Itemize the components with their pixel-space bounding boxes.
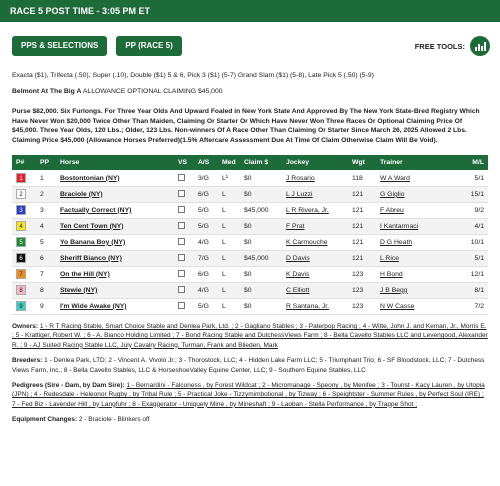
- claim-price: $0: [240, 186, 282, 202]
- post-position: 2: [36, 186, 56, 202]
- medication: L: [218, 282, 240, 298]
- vs-checkbox[interactable]: [178, 206, 185, 213]
- program-number-cell: [12, 266, 36, 282]
- vs-cell: [174, 186, 194, 202]
- post-position: 8: [36, 282, 56, 298]
- wager-list: Exacta ($1), Trifecta (.50), Super (.10), Double ($1) 5 & 6, Pick 3 ($1) (5-7) Grand Slam ($1) (5-8), Late Pick 5 (.50) (5-9): [12, 72, 374, 79]
- weight: 121: [348, 218, 376, 234]
- col-header-horse: Horse: [56, 155, 174, 170]
- medication: L: [218, 266, 240, 282]
- horse-cell: [56, 218, 174, 234]
- morning-line-odds: 7/2: [448, 298, 488, 314]
- post-position: 6: [36, 250, 56, 266]
- morning-line-odds: 4/1: [448, 218, 488, 234]
- track-name: Belmont At The Big A: [12, 88, 82, 95]
- table-row: [12, 266, 488, 282]
- jockey-link[interactable]: K Carmouche: [286, 238, 328, 246]
- pedigrees-label: Pedigrees (Sire - Dam, by Dam Sire):: [12, 381, 125, 389]
- vs-cell: [174, 218, 194, 234]
- bar-chart-icon[interactable]: [470, 36, 490, 56]
- race-type: ALLOWANCE OPTIONAL CLAIMING $45,000: [82, 88, 223, 95]
- weight: 121: [348, 234, 376, 250]
- age-sex: 3/G: [194, 170, 218, 186]
- weight: 121: [348, 186, 376, 202]
- jockey-cell: [282, 218, 348, 234]
- horse-name-link[interactable]: Bostontonian (NY): [60, 174, 120, 182]
- medication: L: [218, 186, 240, 202]
- medication: L: [218, 234, 240, 250]
- trainer-link[interactable]: W A Ward: [380, 174, 410, 182]
- claim-price: $0: [240, 170, 282, 186]
- horse-cell: [56, 186, 174, 202]
- vs-checkbox[interactable]: [178, 302, 185, 309]
- vs-cell: [174, 234, 194, 250]
- vs-cell: [174, 250, 194, 266]
- horse-cell: [56, 170, 174, 186]
- program-number-badge: 8: [16, 285, 26, 295]
- claim-price: $0: [240, 218, 282, 234]
- vs-cell: [174, 170, 194, 186]
- trainer-cell: [376, 282, 448, 298]
- col-header-claim: Claim $: [240, 155, 282, 170]
- owners-text[interactable]: 1 - R T Racing Stable, Smart Choice Stable and Denlea Park, Ltd. ; 2 - Gagliano Stables ; 3 - Paterpop Racing ; 4 - Witte, John J. and Keman, Jr., Morris E. ; 5 - Krattiger, Robert W. ; 6 - A. Bianco Holding Limited ; 7 - Bond Racing Stable and DutchessViews Farm ; 8 - Bella Cavello Stables LLC and Levengood, Alexander R. ; 9 - AJ Suited Racing Stable LLC, July Cavalry Racing, Turman, Frank and Blieden, Mark: [12, 322, 488, 349]
- jockey-cell: [282, 282, 348, 298]
- jockey-cell: [282, 186, 348, 202]
- morning-line-odds: 8/1: [448, 282, 488, 298]
- post-position: 4: [36, 218, 56, 234]
- medication: L: [218, 202, 240, 218]
- claim-price: $45,000: [240, 250, 282, 266]
- age-sex: 6/G: [194, 186, 218, 202]
- medication: L: [218, 250, 240, 266]
- vs-checkbox[interactable]: [178, 190, 185, 197]
- post-position: 3: [36, 202, 56, 218]
- race-conditions: Purse $82,000. Six Furlongs. For Three Year Olds And Upward Foaled in New York State And Approved By The New York State-Bred Registry Which Have Never Won $20,000 Twice Other Than Maiden, Claiming Or Starter Or Which Have Never Won Three Races Or Optional Claiming Price Of $45,000. Three Year Olds, 120 Lbs.; Older, 123 Lbs. Non-winners Of A Race Other Than Claiming Or Starter Since March 26, 2025 Allowed 2 Lbs. Claiming Price $45,000 (Allowance Horses Preferred)(1.5% Aftercare Assessment Due At Time Of Claim Otherwise Claim Will Be Void).: [12, 108, 480, 144]
- claim-price: $0: [240, 282, 282, 298]
- pps-selections-button[interactable]: PPS & SELECTIONS: [12, 36, 107, 56]
- morning-line-odds: 10/1: [448, 234, 488, 250]
- claim-price: $45,000: [240, 202, 282, 218]
- trainer-link[interactable]: N W Casse: [380, 302, 415, 310]
- age-sex: 4/G: [194, 282, 218, 298]
- table-row: [12, 202, 488, 218]
- vs-checkbox[interactable]: [178, 222, 185, 229]
- table-row: [12, 234, 488, 250]
- age-sex: 5/G: [194, 202, 218, 218]
- vs-checkbox[interactable]: [178, 270, 185, 277]
- vs-cell: [174, 202, 194, 218]
- weight: 118: [348, 170, 376, 186]
- jockey-cell: [282, 202, 348, 218]
- free-tools: [415, 36, 490, 56]
- pedigrees-text[interactable]: 1 - Bernardini - Falconess , by Forest Wildcat ; 2 - Micromanage - Speony , by Menifee ; 3 - Tourist - Kacy Lauren , by Utopia (JPN) ; 4 - Redesdale - Heleonor Rugby , by Tribal Rule ; 5 - Practical Joke - Tizzymimbotional , by Tizway ; 6 - Speightster - Summer Rules , by Perfect Soul (IRE) ; 7 - Fed Biz - Lavender Hill , by Langfuhr ; 8 - Exaggerator - Uniquely Mine , by Mineshaft ; 9 - Laoban - Stella Performance , by Trappe Shot ;: [12, 381, 485, 408]
- col-header-pnum: P#: [12, 155, 36, 170]
- morning-line-odds: 12/1: [448, 266, 488, 282]
- equipment-label: Equipment Changes:: [12, 416, 78, 424]
- table-header-row: [12, 155, 488, 170]
- program-number-cell: [12, 218, 36, 234]
- table-row: [12, 218, 488, 234]
- program-number-cell: [12, 250, 36, 266]
- jockey-cell: [282, 266, 348, 282]
- trainer-cell: [376, 218, 448, 234]
- trainer-cell: [376, 250, 448, 266]
- col-header-ml: M/L: [448, 155, 488, 170]
- jockey-cell: [282, 234, 348, 250]
- jockey-link[interactable]: D Davis: [286, 254, 310, 262]
- program-number-badge: 4: [16, 221, 26, 231]
- program-number-badge: 9: [16, 301, 26, 311]
- pedigrees-section: [0, 381, 500, 409]
- program-number-cell: [12, 234, 36, 250]
- weight: 121: [348, 250, 376, 266]
- trainer-link[interactable]: I Kantarmaci: [380, 222, 419, 230]
- breeders-label: Breeders:: [12, 357, 43, 365]
- jockey-cell: [282, 170, 348, 186]
- trainer-cell: [376, 298, 448, 314]
- race-name: [0, 88, 500, 95]
- free-tools-label: FREE TOOLS:: [414, 41, 465, 51]
- program-number-badge: 5: [16, 237, 26, 247]
- trainer-cell: [376, 234, 448, 250]
- claim-price: $0: [240, 298, 282, 314]
- age-sex: 5/G: [194, 298, 218, 314]
- morning-line-odds: 5/1: [448, 250, 488, 266]
- jockey-link[interactable]: R Santana, Jr.: [286, 302, 330, 310]
- table-row: [12, 298, 488, 314]
- jockey-cell: [282, 250, 348, 266]
- equipment-text: 2 - Braciole - Blinkers off: [78, 416, 150, 424]
- age-sex: 7/G: [194, 250, 218, 266]
- weight: 123: [348, 282, 376, 298]
- age-sex: 6/G: [194, 266, 218, 282]
- age-sex: 5/G: [194, 218, 218, 234]
- program-number-cell: [12, 170, 36, 186]
- post-position: 5: [36, 234, 56, 250]
- vs-cell: [174, 298, 194, 314]
- trainer-cell: [376, 266, 448, 282]
- col-header-vs: VS: [174, 155, 194, 170]
- horse-name-link[interactable]: Braciole (NY): [60, 190, 103, 198]
- jockey-link[interactable]: C Elliott: [286, 286, 310, 294]
- col-header-pp: PP: [36, 155, 56, 170]
- program-number-cell: [12, 202, 36, 218]
- post-position: 9: [36, 298, 56, 314]
- jockey-link[interactable]: K Davis: [286, 270, 310, 278]
- post-position: 7: [36, 266, 56, 282]
- table-row: [12, 250, 488, 266]
- program-number-badge: 1: [16, 173, 26, 183]
- horse-cell: [56, 298, 174, 314]
- post-position: 1: [36, 170, 56, 186]
- medication: L: [218, 298, 240, 314]
- horse-name-link[interactable]: On the Hill (NY): [60, 270, 110, 278]
- program-number-cell: [12, 282, 36, 298]
- horse-cell: [56, 266, 174, 282]
- trainer-link[interactable]: H Bond: [380, 270, 403, 278]
- jockey-link[interactable]: L R Rivera, Jr.: [286, 206, 329, 214]
- horse-name-link[interactable]: Yo Banana Boy (NY): [60, 238, 126, 246]
- trainer-link[interactable]: G Giglio: [380, 190, 405, 198]
- vs-cell: [174, 282, 194, 298]
- col-header-as: A/S: [194, 155, 218, 170]
- claim-price: $0: [240, 234, 282, 250]
- morning-line-odds: 9/2: [448, 202, 488, 218]
- table-row: [12, 282, 488, 298]
- horse-name-link[interactable]: Sheriff Bianco (NY): [60, 254, 122, 262]
- owners-section: [0, 322, 500, 350]
- vs-checkbox[interactable]: [178, 174, 185, 181]
- weight: 123: [348, 298, 376, 314]
- jockey-link[interactable]: J Rosario: [286, 174, 315, 182]
- trainer-link[interactable]: D G Heath: [380, 238, 413, 246]
- trainer-link[interactable]: F Abreu: [380, 206, 404, 214]
- jockey-link[interactable]: L J Luzzi: [286, 190, 313, 198]
- trainer-cell: [376, 186, 448, 202]
- program-number-badge: 6: [16, 253, 26, 263]
- col-header-wgt: Wgt: [348, 155, 376, 170]
- equipment-section: [0, 415, 500, 424]
- program-number-badge: 2: [16, 189, 26, 199]
- race-post-time-title: RACE 5 POST TIME - 3:05 PM ET: [10, 6, 151, 16]
- weight: 121: [348, 202, 376, 218]
- age-sex: 4/G: [194, 234, 218, 250]
- col-header-med: Med: [218, 155, 240, 170]
- horse-name-link[interactable]: Stewie (NY): [60, 286, 98, 294]
- pp-race-button[interactable]: PP (RACE 5): [116, 36, 181, 56]
- morning-line-odds: 15/1: [448, 186, 488, 202]
- col-header-jockey: Jockey: [282, 155, 348, 170]
- program-number-cell: [12, 186, 36, 202]
- trainer-link[interactable]: L Rice: [380, 254, 400, 262]
- program-number-cell: [12, 298, 36, 314]
- table-row: [12, 170, 488, 186]
- jockey-cell: [282, 298, 348, 314]
- program-number-badge: 3: [16, 205, 26, 215]
- race-header: [0, 0, 500, 22]
- trainer-cell: [376, 170, 448, 186]
- vs-cell: [174, 266, 194, 282]
- morning-line-odds: 5/1: [448, 170, 488, 186]
- weight: 123: [348, 266, 376, 282]
- vs-checkbox[interactable]: [178, 254, 185, 261]
- entries-table: [12, 155, 488, 315]
- col-header-trainer: Trainer: [376, 155, 448, 170]
- breeders-section: [0, 356, 500, 375]
- horse-cell: [56, 250, 174, 266]
- horse-cell: [56, 282, 174, 298]
- owners-label: Owners:: [12, 322, 39, 330]
- jockey-link[interactable]: F Prat: [286, 222, 305, 230]
- horse-cell: [56, 202, 174, 218]
- vs-checkbox[interactable]: [178, 286, 185, 293]
- horse-cell: [56, 234, 174, 250]
- claim-price: $0: [240, 266, 282, 282]
- toolbar: [0, 36, 500, 66]
- vs-checkbox[interactable]: [178, 238, 185, 245]
- horse-name-link[interactable]: Factually Correct (NY): [60, 206, 132, 214]
- trainer-cell: [376, 202, 448, 218]
- trainer-link[interactable]: J B Begg: [380, 286, 408, 294]
- medication: L: [218, 218, 240, 234]
- program-number-badge: 7: [16, 269, 26, 279]
- horse-name-link[interactable]: Ten Cent Town (NY): [60, 222, 124, 230]
- horse-name-link[interactable]: I'm Wide Awake (NY): [60, 302, 127, 310]
- table-row: [12, 186, 488, 202]
- breeders-text: 1 - Denlea Park, LTD; 2 - Vincent A. Vivolo Jr.; 3 - Thorostock, LLC; 4 - Hidden Lake Farm LLC; 5 - Triumphant Trio; 6 - SF Bloodstock, LLC; 7 - Dutchess Views Farm, Inc.; 8 - Bella Cavello Stables, LLC & HorseshoeValley Equine Center, LLC; 9 - Southern Equine Stables, LLC: [12, 357, 485, 374]
- medication: L¹: [218, 170, 240, 186]
